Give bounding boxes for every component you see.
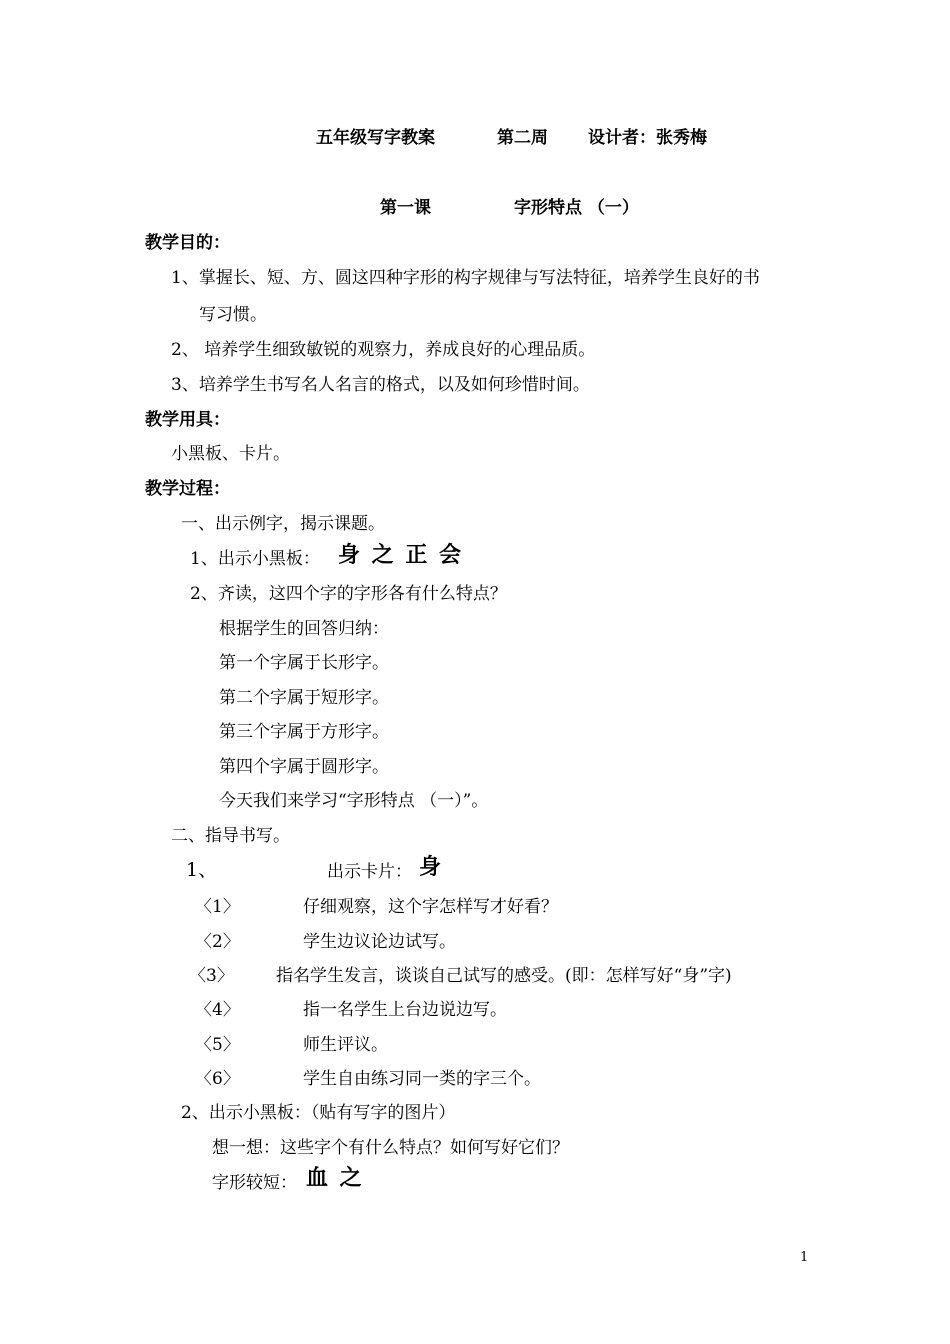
- process-heading: 教学过程：: [145, 479, 230, 499]
- p1-summary-2: 第二个字属于短形字。: [219, 688, 389, 708]
- sub-6-num: 〈6〉: [195, 1069, 240, 1089]
- p2-short-chars: 血 之: [306, 1165, 364, 1191]
- sub-1-num: 〈1〉: [195, 897, 240, 917]
- p2-step-1-num: 1、: [186, 859, 218, 881]
- p1-summary-4: 第四个字属于圆形字。: [219, 757, 389, 777]
- doc-title: 五年级写字教案: [316, 128, 435, 148]
- lesson-number: 第一课: [380, 198, 431, 218]
- page-number: 1: [800, 1250, 809, 1265]
- sub-5-text: 师生评议。: [303, 1035, 388, 1055]
- p1-summary-intro: 根据学生的回答归纳：: [219, 619, 389, 639]
- p1-step-1-chars: 身 之 正 会: [338, 542, 463, 568]
- tools-heading: 教学用具：: [145, 410, 230, 430]
- p2-step-2: 2、出示小黑板：（贴有写字的图片）: [181, 1103, 456, 1123]
- sub-2-num: 〈2〉: [195, 932, 240, 952]
- p1-today: 今天我们来学习“字形特点 （一）”。: [219, 791, 489, 811]
- p2-think: 想一想：这些字个有什么特点？如何写好它们？: [212, 1138, 569, 1158]
- week-label: 第二周: [497, 128, 548, 148]
- designer-label: 设计者：张秀梅: [588, 128, 707, 148]
- sub-4-num: 〈4〉: [195, 1000, 240, 1020]
- objective-1-line-2: 写习惯。: [199, 305, 267, 325]
- sub-4-text: 指一名学生上台边说边写。: [303, 1000, 507, 1020]
- p1-step-1-label: 1、出示小黑板：: [190, 549, 320, 569]
- sub-3-num: 〈3〉: [189, 966, 234, 986]
- lesson-topic: 字形特点 （一）: [514, 198, 639, 218]
- objectives-heading: 教学目的：: [145, 233, 230, 253]
- p2-step-1-label: 出示卡片：: [327, 862, 412, 882]
- objective-3: 3、培养学生书写名人名言的格式，以及如何珍惜时间。: [171, 375, 590, 395]
- sub-1-text: 仔细观察，这个字怎样写才好看？: [303, 897, 558, 917]
- tools-text: 小黑板、卡片。: [171, 444, 290, 464]
- part-1-title: 一、出示例字，揭示课题。: [181, 514, 385, 534]
- p1-step-2: 2、齐读，这四个字的字形各有什么特点？: [190, 584, 507, 604]
- p1-summary-3: 第三个字属于方形字。: [219, 722, 389, 742]
- objective-1-line-1: 1、掌握长、短、方、圆这四种字形的构字规律与写法特征，培养学生良好的书: [171, 268, 760, 288]
- p2-step-1-char: 身: [419, 854, 444, 880]
- sub-6-text: 学生自由练习同一类的字三个。: [303, 1069, 541, 1089]
- p1-summary-1: 第一个字属于长形字。: [219, 653, 389, 673]
- sub-3-text: 指名学生发言，谈谈自己试写的感受。(即：怎样写好“身”字): [276, 966, 732, 986]
- sub-2-text: 学生边议论边试写。: [303, 932, 456, 952]
- p2-short-label: 字形较短：: [212, 1173, 297, 1193]
- part-2-title: 二、指导书写。: [171, 826, 290, 846]
- objective-2: 2、 培养学生细致敏锐的观察力，养成良好的心理品质。: [171, 340, 596, 360]
- sub-5-num: 〈5〉: [195, 1035, 240, 1055]
